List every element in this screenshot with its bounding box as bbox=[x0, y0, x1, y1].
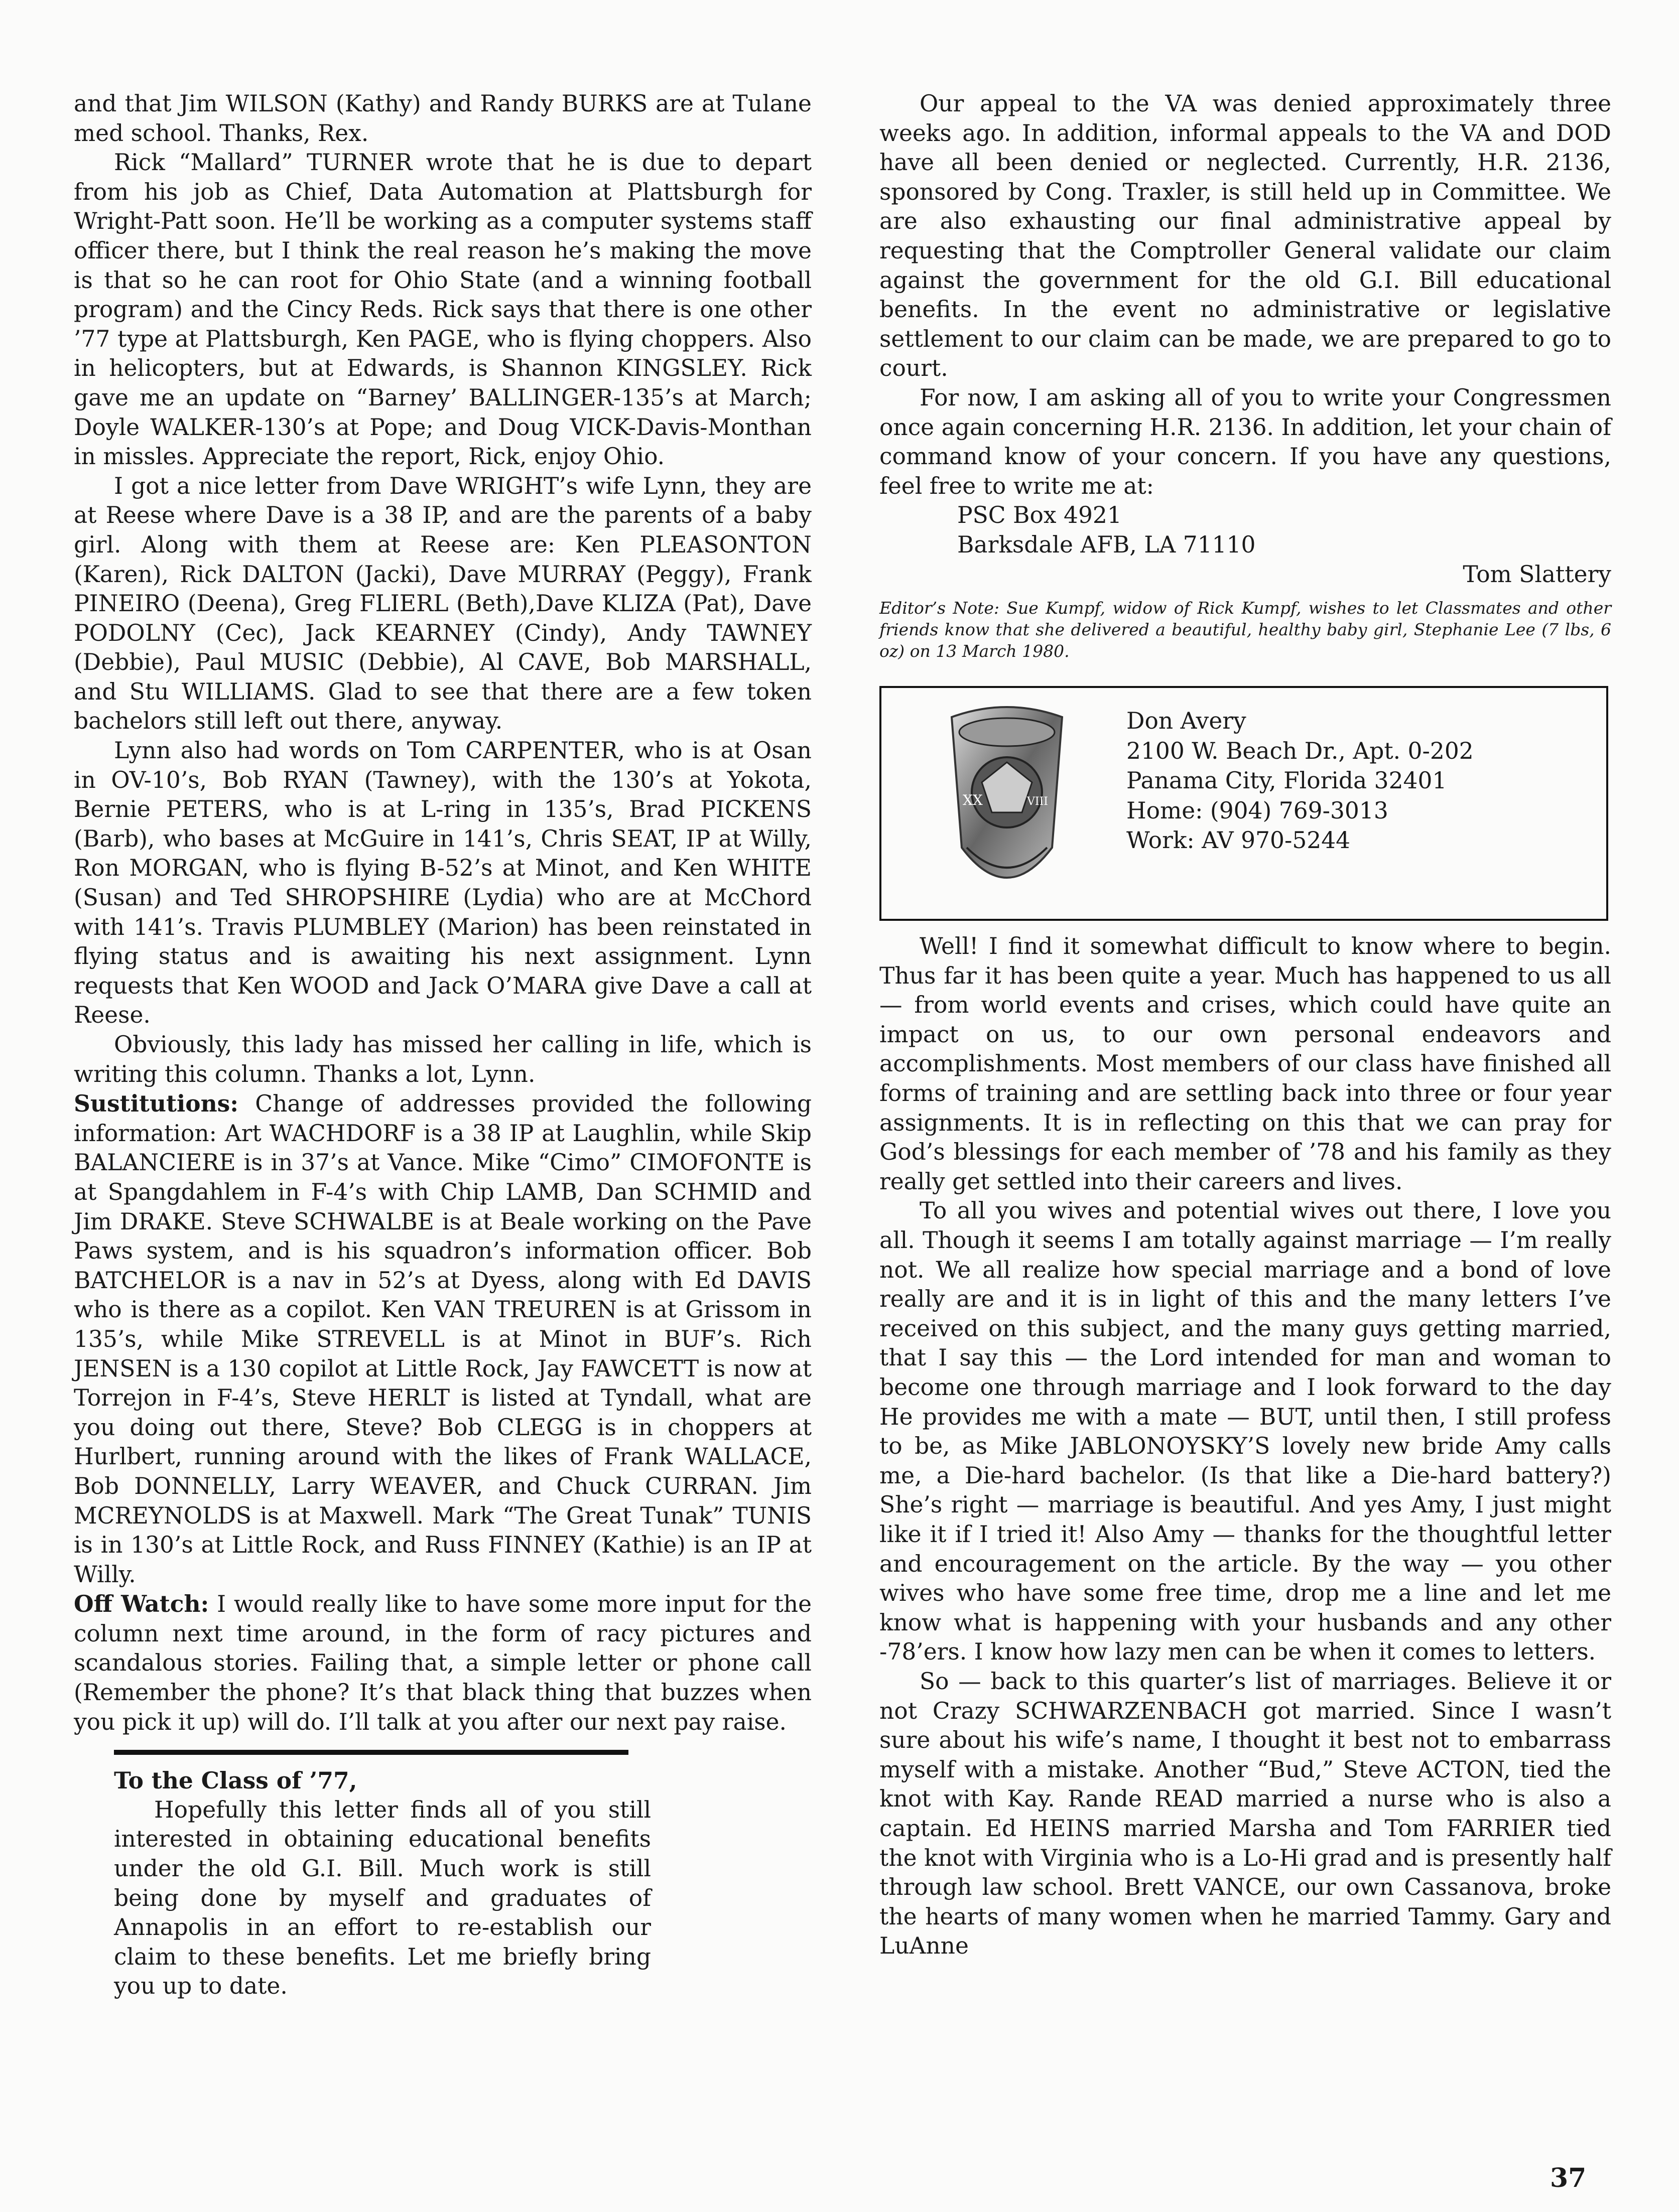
signature: Tom Slattery bbox=[1463, 561, 1611, 588]
paragraph: For now, I am asking all of you to write your Congressmen once again concerning H.R. 2136. In addition, let your chain of command know of your concern. If you have any questions, feel free to write me at: bbox=[879, 384, 1611, 499]
paragraph: and that Jim WILSON (Kathy) and Randy BURKS are at Tulane med school. Thanks, Rex. bbox=[74, 90, 812, 147]
paragraph: I got a nice letter from Dave WRIGHT’s wife Lynn, they are at Reese where Dave is a 38 IP, and are the parents of a baby girl. Along with them at Reese are: Ken PLEASONTON (Karen), Rick DALTON (Jacki), Dave MURRAY (Peggy), Frank PINEIRO (Deena), Greg FLIERL (Beth),Dave KLIZA (Pat), Dave PODOLNY (Cec), Jack KEARNEY (Cindy), Andy TAWNEY (Debbie), Paul MUSIC (Debbie), Al CAVE, Bob MARSHALL, and Stu WILLIAMS. Glad to see that there are a few token bachelors still left out there, anyway. bbox=[74, 472, 812, 735]
left-column bbox=[74, 89, 812, 2001]
contact-street: 2100 W. Beach Dr., Apt. 0-202 bbox=[1126, 737, 1474, 764]
contact-name: Don Avery bbox=[1126, 708, 1246, 735]
paragraph: Our appeal to the VA was denied approximately three weeks ago. In addition, informal appeals to the VA and DOD have all been denied or neglected. Currently, H.R. 2136, sponsored by Cong. Traxler, is still held up in Committee. We are also exhausting our final administrative appeal by requesting that the Comptroller General validate our claim against the government for the old G.I. Bill educational benefits. In the event no administrative or legislative settlement to our claim can be made, we are prepared to go to court. bbox=[879, 90, 1611, 382]
sustitutions-paragraph bbox=[74, 1089, 812, 1589]
address-line: Barksdale AFB, LA 71110 bbox=[957, 531, 1256, 558]
right-column bbox=[879, 89, 1611, 1961]
page-number: 37 bbox=[1550, 2163, 1587, 2193]
letter-paragraph: Hopefully this letter finds all of you still interested in obtaining educational benefits under the old G.I. Bill. Much work is still being done by myself and graduates of Annapolis in an effort to re-establish our claim to these benefits. Let me briefly bring you up to date. bbox=[114, 1796, 651, 2000]
contact-work-phone: Work: AV 970-5244 bbox=[1126, 827, 1351, 854]
section-divider bbox=[114, 1750, 628, 1755]
offwatch-heading: Off Watch: bbox=[74, 1590, 209, 1618]
contact-city: Panama City, Florida 32401 bbox=[1126, 767, 1447, 794]
paragraph: Rick “Mallard” TURNER wrote that he is due to depart from his job as Chief, Data Automation at Plattsburgh for Wright-Patt soon. He’ll be working as a computer systems staff officer there, but I think the real reason he’s making the move is that so he can root for Ohio State (and a winning football program) and the Cincy Reds. Rick says that there is one other ’77 type at Plattsburgh, Ken PAGE, who is flying choppers. Also in helicopters, but at Edwards, is Shannon KINGSLEY. Rick gave me an update on “Barney’ BALLINGER-135’s at March; Doyle WALKER-130’s at Pope; and Doug VICK-Davis-Monthan in missles. Appreciate the report, Rick, enjoy Ohio. bbox=[74, 149, 812, 470]
ring-mark: XX bbox=[963, 792, 983, 809]
paragraph: Lynn also had words on Tom CARPENTER, who is at Osan in OV-10’s, Bob RYAN (Tawney), with the 130’s at Yokota, Bernie PETERS, who is at L-ring in 135’s, Brad PICKENS (Barb), who bases at McGuire in 141’s, Chris SEAT, IP at Willy, Ron MORGAN, who is flying B-52’s at Minot, and Ken WHITE (Susan) and Ted SHROPSHIRE (Lydia) who are at McChord with 141’s. Travis PLUMBLEY (Marion) has been reinstated in flying status and is awaiting his next assignment. Lynn requests that Ken WOOD and Jack O’MARA give Dave a call at Reese. bbox=[74, 737, 812, 1029]
address-line: PSC Box 4921 bbox=[957, 502, 1122, 529]
offwatch-paragraph bbox=[74, 1589, 812, 1737]
editors-note: Editor’s Note: Sue Kumpf, widow of Rick Kumpf, wishes to let Classmates and other friends know that she delivered a beautiful, healthy baby girl, Stephanie Lee (7 lbs, 6 oz) on 13 March 1980. bbox=[879, 598, 1611, 661]
offwatch-body: I would really like to have some more input for the column next time around, in the form of racy pictures and scandalous stories. Failing that, a simple letter or phone call (Remember the phone? It’s that black thing that buzzes when you pick it up) will do. I’ll talk at you after our next pay raise. bbox=[74, 1591, 812, 1735]
contact-home-phone: Home: (904) 769-3013 bbox=[1126, 797, 1388, 824]
letter-heading: To the Class of ’77, bbox=[114, 1767, 357, 1794]
contact-box bbox=[879, 686, 1608, 921]
class-ring-icon bbox=[932, 697, 1082, 915]
paragraph: Well! I find it somewhat difficult to know where to begin. Thus far it has been quite a year. Much has happened to us all — from world events and crises, which could have quite an impact on us, to our own personal endeavors and accomplishments. Most members of our class have finished all forms of training and are settling back into three or four year assignments. It is in reflecting on this that we can pray for God’s blessings for each member of ’78 and his family as they really get settled into their careers and lives. bbox=[879, 933, 1611, 1195]
contact-lines bbox=[1126, 706, 1474, 856]
sustitutions-heading: Sustitutions: bbox=[74, 1090, 239, 1118]
ring-mark: VIII bbox=[1027, 795, 1048, 808]
paragraph: Obviously, this lady has missed her calling in life, which is writing this column. Thanks a lot, Lynn. bbox=[74, 1031, 812, 1087]
sustitutions-body: Change of addresses provided the following information: Art WACHDORF is a 38 IP at Laughlin, while Skip BALANCIERE is in 37’s at Vance. Mike “Cimo” CIMOFONTE is at Spangdahlem in F-4’s with Chip LAMB, Dan SCHMID and Jim DRAKE. Steve SCHWALBE is at Beale working on the Pave Paws system, and is his squadron’s information officer. Bob BATCHELOR is a nav in 52’s at Dyess, along with Ed DAVIS who is there as a copilot. Ken VAN TREUREN is at Grissom in 135’s, while Mike STREVELL is at Minot in BUF’s. Rich JENSEN is a 130 copilot at Little Rock, Jay FAWCETT is now at Torrejon in F-4’s, Steve HERLT is listed at Tyndall, what are you doing out there, Steve? Bob CLEGG is in choppers at Hurlbert, running around with the likes of Frank WALLACE, Bob DONNELLY, Larry WEAVER, and Chuck CURRAN. Jim MCREYNOLDS is at Maxwell. Mark “The Great Tunak” TUNIS is in 130’s at Little Rock, and Russ FINNEY (Kathie) is an IP at Willy. bbox=[74, 1090, 812, 1588]
paragraph: So — back to this quarter’s list of marriages. Believe it or not Crazy SCHWARZENBACH got married. Since I wasn’t sure about his wife’s name, I thought it best not to embarrass myself with a mistake. Another “Bud,” Steve ACTON, tied the knot with Kay. Rande READ married a nurse who is also a captain. Ed HEINS married Marsha and Tom FARRIER tied the knot with Virginia who is a Lo-Hi grad and is presently half through law school. Brett VANCE, our own Cassanova, broke the hearts of many women when he married Tammy. Gary and LuAnne bbox=[879, 1668, 1611, 1960]
paragraph: To all you wives and potential wives out there, I love you all. Though it seems I am totally against marriage — I’m really not. We all realize how special marriage and a bond of love really are and it is in light of this and the many letters I’ve received on this subject, and the many guys getting married, that I say this — the Lord intended for man and woman to become one through marriage and I look forward to the day He provides me with a mate — BUT, until then, I still profess to be, as Mike JABLONOYSKY’S lovely new bride Amy calls me, a Die-hard bachelor. (Is that like a Die-hard battery?) She’s right — marriage is beautiful. And yes Amy, I just might like it if I tried it! Also Amy — thanks for the thoughtful letter and encouragement on the article. By the way — you other wives who have some free time, drop me a line and let me know what is happening with your husbands and any other -78’ers. I know how lazy men can be when it comes to letters. bbox=[879, 1197, 1611, 1666]
